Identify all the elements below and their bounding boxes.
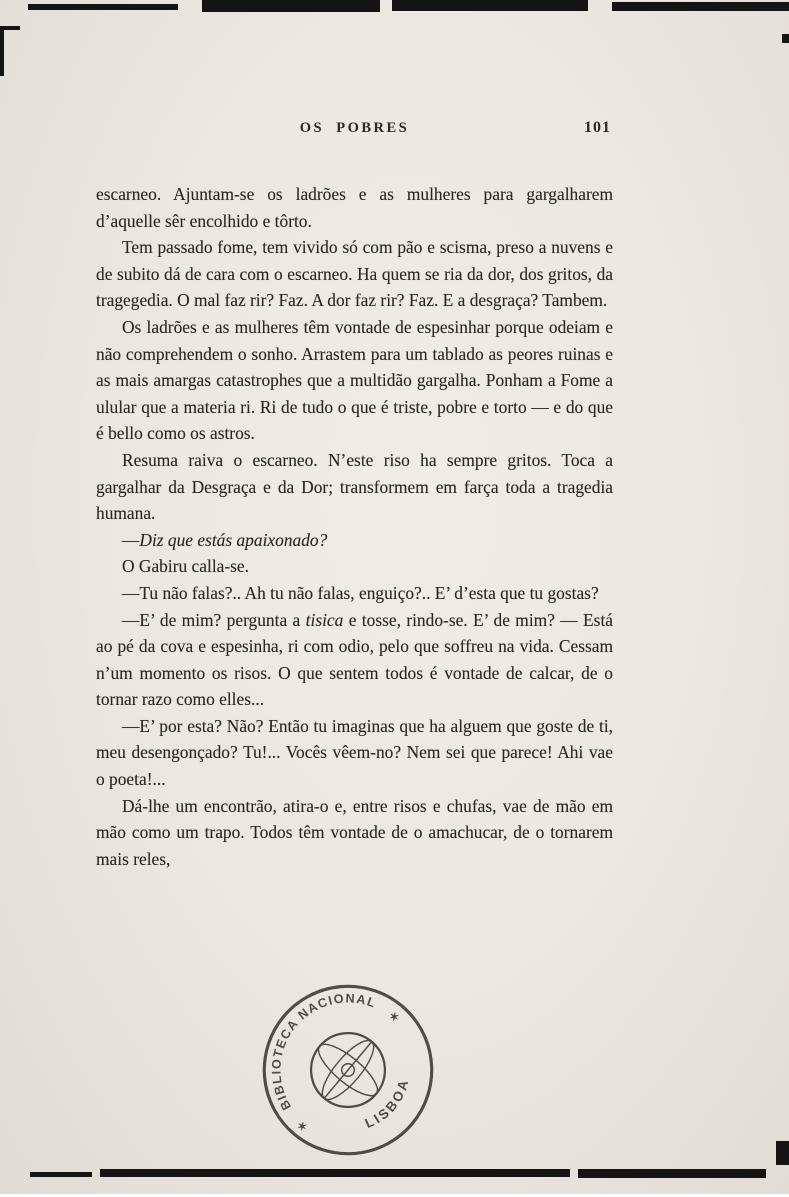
- paragraph-segment: Os ladrões e as mulheres têm vontade de espesinhar porque odeiam e não comprehendem o sonho. Arrastem para um tablado as peores ruinas e as mais amargas catastrophes que a multidão gargalha. Ponham a Fome a ulular que a materia ri. Ri de tudo o que é triste, pobre e torto — e do que é bello como os astros.: [96, 316, 613, 444]
- library-stamp: [221, 943, 475, 1197]
- library-stamp-graphic: [221, 943, 475, 1197]
- scan-artifact-bottom: [30, 1172, 92, 1177]
- paragraph: [96, 314, 613, 447]
- paragraph: [96, 793, 613, 873]
- paragraph: [96, 447, 613, 527]
- paragraph-segment: —E’ de mim? pergunta a: [122, 609, 306, 630]
- paragraph: [96, 713, 613, 793]
- scan-artifact-top: [392, 0, 588, 11]
- paragraph-italic-segment: Diz que estás apaixonado?: [139, 529, 328, 550]
- stamp-star-icon: ✶: [386, 1009, 403, 1026]
- text-block: [96, 181, 613, 872]
- paragraph-segment: —Tu não falas?.. Ah tu não falas, enguiço?.. E’ d’esta que tu gostas?: [122, 582, 599, 603]
- page-header: [96, 120, 613, 144]
- paragraph-segment: O Gabiru calla-se.: [122, 556, 249, 577]
- scan-artifact-bottom-right: [776, 1141, 789, 1165]
- paragraph-segment: escarneo. Ajuntam-se os ladrões e as mulheres para gargalharem d’aquelle sêr encolhido e tôrto.: [96, 184, 613, 231]
- scan-artifact-top: [28, 4, 178, 10]
- paragraph: [96, 181, 613, 234]
- running-title: OS POBRES: [299, 120, 410, 136]
- stamp-star-icon: ✶: [294, 1118, 311, 1135]
- paragraph-segment: Resuma raiva o escarneo. N’este riso ha sempre gritos. Toca a gargalhar da Desgraça e da Dor; transformem em farça toda a tragedia humana.: [96, 449, 613, 524]
- paragraph-segment: Tem passado fome, tem vivido só com pão e scisma, preso a nuvens e de subito dá de cara com o escarneo. Ha quem se ria da dor, dos gritos, da tragegedia. O mal faz rir? Faz. A dor faz rir? Faz. E a desgraça? Tambem.: [96, 237, 613, 311]
- stamp-bottom-text: LISBOA: [362, 1076, 412, 1132]
- stamp-top-text: BIBLIOTECA NACIONAL: [269, 991, 379, 1113]
- scan-artifact-right: [782, 34, 789, 43]
- paragraph-segment: Dá-lhe um encontrão, atira-o e, entre risos e chufas, vae de mão em mão como um trapo. Todos têm vontade de o amachucar, de o tornarem mais reles,: [96, 795, 613, 869]
- paragraph: [96, 234, 613, 314]
- scan-artifact-top: [202, 0, 380, 12]
- paragraph-segment: e tosse, rindo-se. E’ de mim? — Está ao pé da cova e espesinha, ri com odio, pelo que soffreu na vida. Cessam n’um momento os risos. O que sentem todos é vontade de calcar, de o tornar razo como elles...: [96, 609, 613, 710]
- scan-artifact-top: [612, 2, 789, 11]
- page-number: 101: [584, 119, 611, 136]
- paragraph-segment: —: [122, 529, 140, 550]
- paragraph-segment: —E’ por esta? Não? Então tu imaginas que ha alguem que goste de ti, meu desengonçado? Tu!... Vocês vêem-no? Nem sei que parece! Ahi vae o poeta!...: [96, 715, 613, 790]
- scan-artifact-bottom: [578, 1169, 766, 1178]
- paragraph: [96, 580, 613, 607]
- paragraph: [96, 553, 613, 580]
- scan-artifact-corner-bracket: [0, 26, 20, 76]
- paragraph: [96, 607, 613, 713]
- stamp-rings-and-emblem: [230, 952, 466, 1188]
- paragraph: [96, 527, 613, 554]
- paragraph-italic-segment: tisica: [305, 609, 344, 630]
